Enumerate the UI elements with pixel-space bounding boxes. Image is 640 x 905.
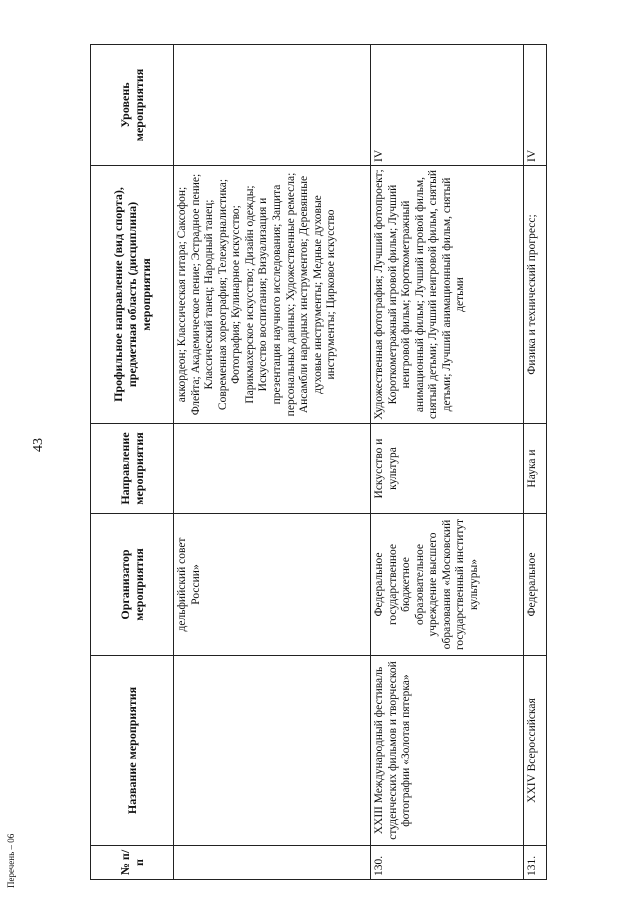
- cell-num: [174, 846, 371, 880]
- cell-name: XXIII Международный фестиваль студенческих фильмов и творческой фотографии «Золотая пятерка»: [371, 656, 524, 846]
- table-row: [371, 45, 524, 880]
- header-name: Название мероприятия: [91, 656, 174, 846]
- document-table-container: [90, 45, 610, 880]
- cell-num: 130.: [371, 846, 524, 880]
- table-header-row: [91, 45, 174, 880]
- cell-name: [174, 656, 371, 846]
- cell-level: IV: [371, 45, 524, 166]
- cell-organizer: Федеральное государственное бюджетное образовательное учреждение высшего образования «Московский государственный институт культуры»: [371, 514, 524, 656]
- page-number: 43: [31, 438, 46, 452]
- events-table: [90, 44, 547, 880]
- cell-profile: Художественная фотография; Лучший фотопроект; Короткометражный игровой фильм; Лучший неигровой фильм; Короткометражный анимационный фильм; Лучший игровой фильм, снятый детьми; Лучший неигровой фильм, снятый детьми; Лучший анимационный фильм, снятый детьми: [371, 166, 524, 424]
- table-row: [524, 45, 547, 880]
- header-level: Уровень мероприятия: [91, 45, 174, 166]
- cell-direction: Наука и: [524, 424, 547, 514]
- header-profile: Профильное направление (вид спорта), предметная область (дисциплина) мероприятия: [91, 166, 174, 424]
- cell-direction: Искусство и культура: [371, 424, 524, 514]
- header-direction: Направление мероприятия: [91, 424, 174, 514]
- footer-note: Перечень – 06: [6, 833, 16, 888]
- cell-name: XXIV Всероссийская: [524, 656, 547, 846]
- cell-organizer: Федеральное: [524, 514, 547, 656]
- cell-level: [174, 45, 371, 166]
- cell-direction: [174, 424, 371, 514]
- header-organizer: Организатор мероприятия: [91, 514, 174, 656]
- cell-profile: аккордеон; Классическая гитара; Саксофон; Флейта; Академическое пение; Эстрадное пение; Классический танец; Народный танец; Современная хореография; Тележурналистика; Фотография; Кулинарное искусство; Парикмахерское искусство; Дизайн одежды; Искусство воспитания; Визуализация и презентация научного исследования; Защита персональных данных; Художественные ремесла; Ансамбли народных инструментов; Деревянные духовые инструменты; Медные духовые инструменты; Цирковое искусство: [174, 166, 371, 424]
- table-row: [174, 45, 371, 880]
- cell-level: IV: [524, 45, 547, 166]
- cell-num: 131.: [524, 846, 547, 880]
- cell-organizer: дельфийский совет России»: [174, 514, 371, 656]
- header-num: № п/п: [91, 846, 174, 880]
- cell-profile: Физика и технический прогресс;: [524, 166, 547, 424]
